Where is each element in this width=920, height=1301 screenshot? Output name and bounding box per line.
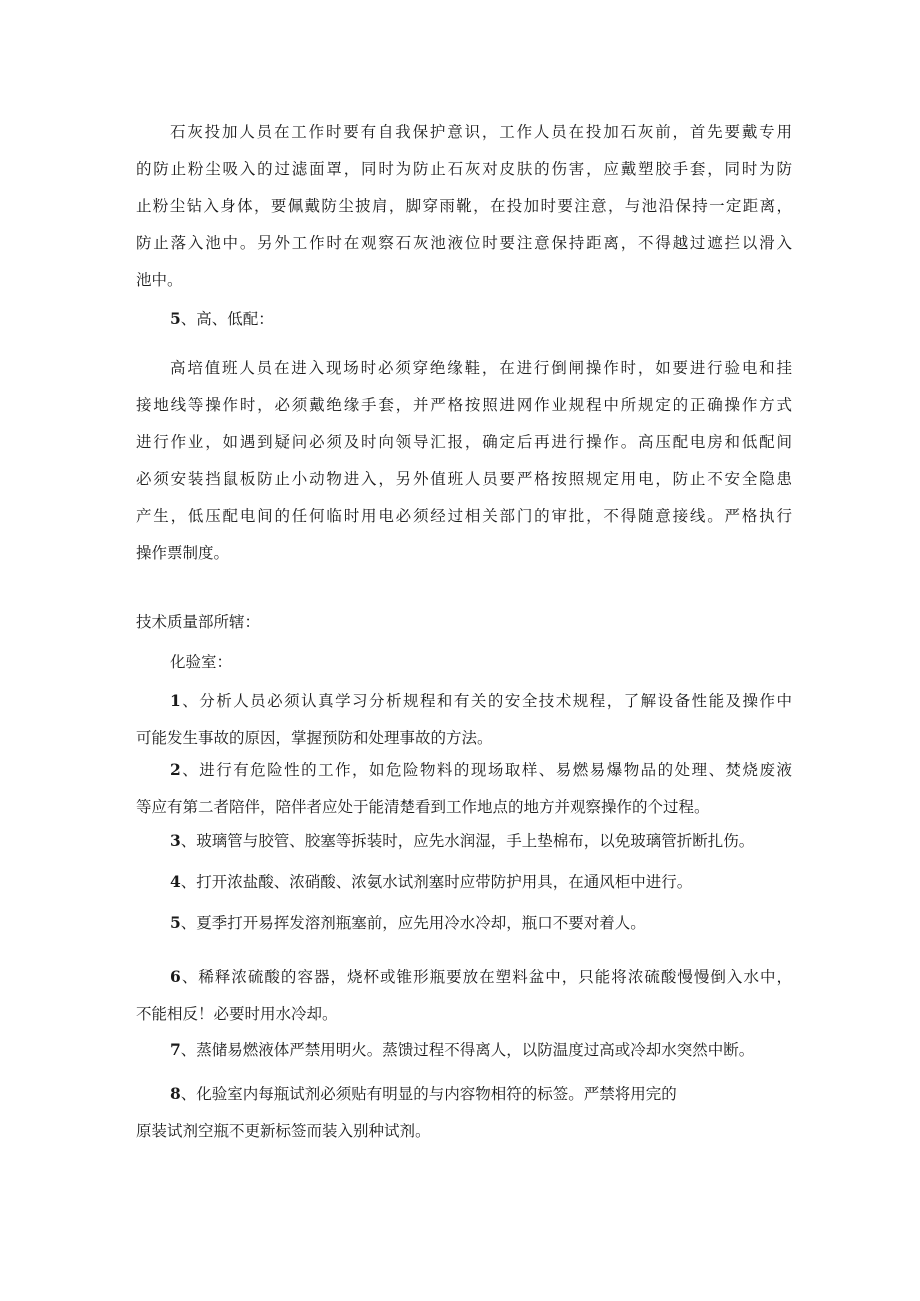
paragraph-power-distribution [136, 350, 792, 572]
text-line: 的防止粉尘吸入的过滤面罩，同时为防止石灰对皮肤的伤害，应戴塑胶手套，同时为防 [136, 160, 792, 178]
rule-text: 、分析人员必须认真学习分析规程和有关的安全技术规程，了解设备性能及操作中 [180, 692, 792, 710]
text-line: 必须安装挡鼠板防止小动物进入，另外值班人员要严格按照规定用电，防止不安全隐患 [136, 470, 792, 488]
rule-item [136, 1031, 792, 1069]
rule-text: 、夏季打开易挥发溶剂瓶塞前，应先用冷水冷却，瓶口不要对着人。 [180, 914, 646, 932]
section-title: 、高、低配： [180, 310, 274, 328]
rule-text: 、进行有危险性的工作，如危险物料的现场取样、易燃易爆物品的处理、焚烧废液 [180, 761, 792, 779]
rule-number: 4 [170, 872, 181, 891]
rule-item [136, 822, 792, 860]
rule-number: 7 [170, 1040, 181, 1059]
rule-number: 2 [170, 760, 181, 779]
rule-item [136, 904, 792, 942]
rule-text: 等应有第二者陪伴，陪伴者应处于能清楚看到工作地点的地方并观察操作的个过程。 [136, 798, 710, 816]
text-line: 进行作业，如遇到疑问必须及时向领导汇报，确定后再进行操作。高压配电房和低配间 [136, 433, 792, 451]
text-line: 石灰投加人员在工作时要有自我保护意识，工作人员在投加石灰前，首先要戴专用 [170, 123, 792, 141]
rule-number: 5 [170, 913, 181, 932]
section-heading [136, 300, 792, 338]
rule-item [136, 682, 792, 757]
rule-text: 不能相反！必要时用水冷却。 [136, 1005, 338, 1023]
rule-number: 3 [170, 831, 181, 850]
text-line: 止粉尘钻入身体，要佩戴防尘披肩，脚穿雨靴，在投加时要注意，与池沿保持一定距离， [136, 197, 792, 215]
department-label: 技术质量部所辖： [136, 613, 261, 631]
section-number: 5 [170, 309, 181, 328]
rule-item [136, 751, 792, 826]
rule-text: 可能发生事故的原因，掌握预防和处理事故的方法。 [136, 729, 493, 747]
text-line: 池中。 [136, 271, 183, 289]
rule-text: 、玻璃管与胶管、胶塞等拆装时，应先水润湿，手上垫棉布，以免玻璃管折断扎伤。 [180, 832, 755, 850]
rule-text: 、化验室内每瓶试剂必须贴有明显的与内容物相符的标签。严禁将用完的 [180, 1085, 677, 1103]
paragraph-lime-dosing [136, 114, 792, 299]
text-line: 产生，低压配电间的任何临时用电必须经过相关部门的审批，不得随意接线。严格执行 [136, 507, 792, 525]
rule-text: 、蒸储易燃液体严禁用明火。蒸馈过程不得离人，以防温度过高或冷却水突然中断。 [180, 1041, 755, 1059]
text-line: 防止落入池中。另外工作时在观察石灰池液位时要注意保持距离，不得越过遮拦以滑入 [136, 234, 792, 252]
rule-item [136, 958, 792, 1033]
rule-number: 6 [170, 967, 181, 986]
lab-label: 化验室： [170, 653, 233, 671]
rule-text: 、打开浓盐酸、浓硝酸、浓氨水试剂塞时应带防护用具，在通风柜中进行。 [180, 873, 693, 891]
rule-text: 、稀释浓硫酸的容器，烧杯或锥形瓶要放在塑料盆中，只能将浓硫酸慢慢倒入水中， [180, 968, 792, 986]
text-line: 操作票制度。 [136, 544, 230, 562]
rule-number: 8 [170, 1084, 181, 1103]
rule-text: 原装试剂空瓶不更新标签而装入别种试剂。 [136, 1122, 431, 1140]
text-line: 接地线等操作时，必须戴绝缘手套，并严格按照进网作业规程中所规定的正确操作方式 [136, 396, 792, 414]
rule-item [136, 1075, 792, 1150]
text-line: 高培值班人员在进入现场时必须穿绝缘鞋，在进行倒闸操作时，如要进行验电和挂 [170, 359, 792, 377]
rule-number: 1 [170, 691, 181, 710]
rule-item [136, 863, 792, 901]
